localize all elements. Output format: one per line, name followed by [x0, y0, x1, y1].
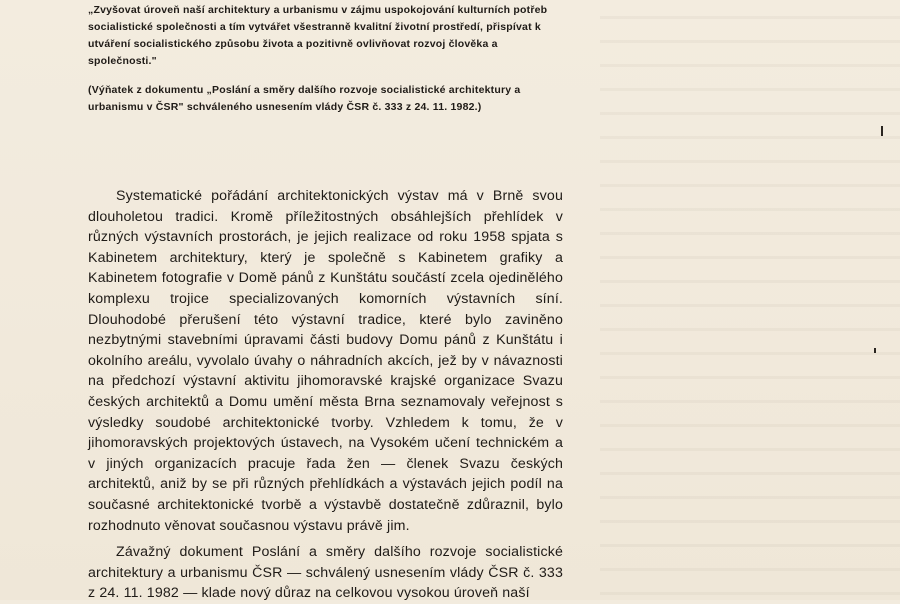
- bleed-through-texture: [600, 0, 900, 600]
- body-paragraph: Systematické pořádání architektonických výstav má v Brně svou dlouholetou tradici. Kromě příležitostných obsáhlejších přehlídek v různých výstavních prostorách, je jejich realizace od roku 1958 spjata s Kabinetem architektury, který je společně s Kabinetem grafiky a Kabinetem fotografie v Domě pánů z Kunštátu součástí zcela ojedinělého komplexu trojice specializovaných komorních výstavních síní. Dlouhodobé přerušení této výstavní tradice, které bylo zaviněno nezbytnými stavebními úpravami části budovy Domu pánů z Kunštátu i okolního areálu, vyvolalo úvahy o náhradních akcích, jež by v návaznosti na předchozí výstavní aktivitu jihomoravské krajské organizace Svazu českých architektů a Domu umění města Brna seznamovaly veřejnost s výsledky soudobé architektonické tvorby. Vzhledem k tomu, že v jihomoravských projektových ústavech, na Vysokém učení technickém a v jiných organizacích pracuje řada žen — členek Svazu českých architektů, aniž by se při různých přehlídkách a výstavách jejich podíl na současné architektonické tvorbě a výstavbě dostatečně zdůraznil, bylo rozhodnuto věnovat současnou výstavu právě jim.: [88, 188, 563, 534]
- margin-mark: [874, 348, 876, 353]
- margin-mark: [881, 126, 883, 136]
- epigraph-source: (Výňatek z dokumentu „Poslání a směry dalšího rozvoje socialistické architektury a urbanismu v ČSR" schváleného usnesením vlády ČSR č. 333 z 24. 11. 1982.): [88, 84, 521, 113]
- epigraph-quote: „Zvyšovat úroveň naší architektury a urbanismu v zájmu uspokojování kulturních potřeb socialistické společnosti a tím vytvářet všestranně kvalitní životní prostředí, přispívat k utváření socialistického způsobu života a pozitivně ovlivňovat rozvoj člověka a společnosti.": [88, 4, 548, 67]
- body-text: [88, 186, 563, 604]
- body-paragraph: Závažný dokument Poslání a směry dalšího rozvoje socialistické architektury a urbanismu ČSR — schválený usnesením vlády ČSR č. 333 z 24. 11. 1982 — klade nový důraz na celkovou vysokou úroveň naší: [88, 544, 563, 602]
- epigraph-block: [88, 2, 568, 116]
